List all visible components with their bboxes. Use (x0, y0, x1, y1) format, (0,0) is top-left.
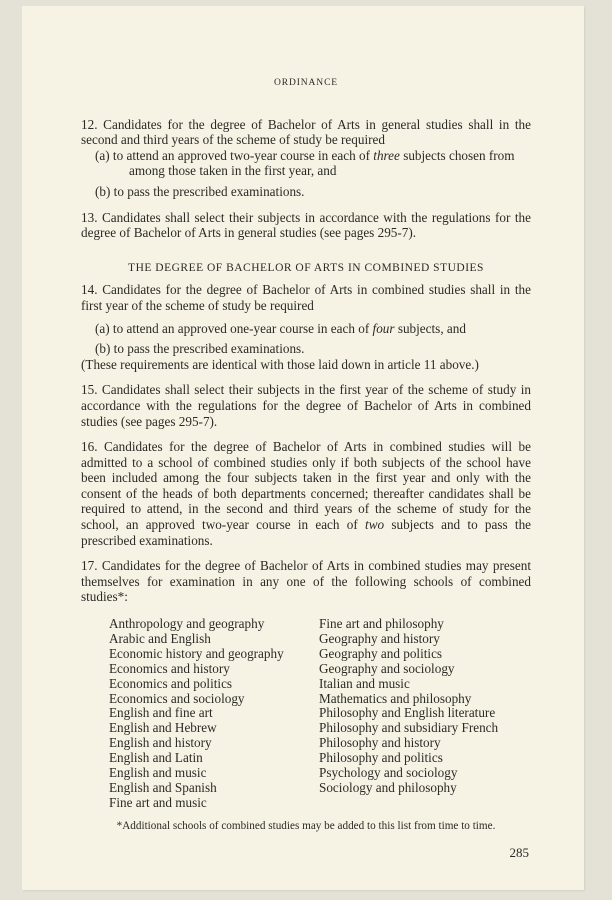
school-item: Anthropology and geography (109, 616, 265, 632)
school-item: English and fine art (109, 705, 213, 721)
footnote: *Additional schools of combined studies may be added to this list from time to time. (116, 819, 496, 832)
school-item: Geography and history (319, 630, 440, 646)
school-item: Philosophy and history (319, 735, 441, 751)
school-item: Arabic and English (109, 630, 211, 646)
paragraph-16-emphasis: two (365, 517, 385, 533)
section-heading: THE DEGREE OF BACHELOR OF ARTS IN COMBINED STUDIES (128, 261, 484, 274)
schools-left-column (81, 617, 319, 811)
school-item: English and Latin (109, 750, 203, 766)
schools-list (81, 617, 531, 811)
paragraph-16 (81, 439, 531, 548)
school-item: Fine art and philosophy (319, 616, 444, 632)
document-page (22, 6, 584, 890)
school-item: Psychology and sociology (319, 765, 458, 781)
school-item: Fine art and music (109, 794, 207, 810)
school-item: English and music (109, 765, 207, 781)
paragraph-16-post: subjects and to pass the prescribed examinations. (81, 517, 532, 548)
paragraph-17: 17. Candidates for the degree of Bachelor of Arts in combined studies may present themselves for examination in any one of the following schools of combined studies*: (81, 558, 531, 605)
school-item: Geography and politics (319, 645, 443, 661)
school-item: Philosophy and English literature (319, 705, 496, 721)
paragraph-14 (81, 282, 531, 372)
paragraph-14-text: 14. Candidates for the degree of Bachelor of Arts in combined studies shall in the first year of the scheme of study be required (81, 282, 531, 313)
school-item: English and history (109, 735, 212, 751)
text-column (81, 76, 531, 861)
school-item: Philosophy and politics (319, 750, 443, 766)
paragraph-12-item-b: (b) to pass the prescribed examinations. (95, 183, 305, 199)
school-item: English and Hebrew (109, 720, 217, 736)
school-item: Economics and politics (109, 675, 233, 691)
school-item: Sociology and philosophy (319, 780, 457, 795)
paragraph-14-item-a (81, 321, 531, 337)
school-item: English and Spanish (109, 780, 217, 795)
school-item: Economic history and geography (109, 645, 284, 661)
running-header: ORDINANCE (273, 78, 339, 88)
paragraph-14-note: (These requirements are identical with those laid down in article 11 above.) (81, 356, 479, 372)
paragraph-15: 15. Candidates shall select their subjects in the first year of the scheme of study in accordance with the regulations for the degree of Bachelor of Arts in combined studies (see pages 295-7). (81, 382, 531, 429)
school-item: Mathematics and philosophy (319, 690, 472, 706)
paragraph-12-item-a-emphasis: three (373, 147, 400, 163)
school-item: Philosophy and subsidiary French (319, 720, 499, 736)
paragraph-12-item-a-pre: (a) to attend an approved two-year course in each of (95, 147, 374, 163)
paragraph-14-item-a-post: subjects, and (394, 320, 466, 336)
page-number: 285 (509, 845, 529, 861)
school-item: Economics and history (109, 660, 230, 676)
paragraph-12-text: 12. Candidates for the degree of Bachelor of Arts in general studies shall in the second and third years of the scheme of study be required (81, 116, 531, 148)
paragraph-14-item-b: (b) to pass the prescribed examinations. (95, 341, 305, 357)
paragraph-13: 13. Candidates shall select their subjects in accordance with the regulations for the degree of Bachelor of Arts in general studies (see pages 295-7). (81, 209, 531, 241)
school-item: Italian and music (319, 675, 410, 691)
schools-right-column (319, 617, 529, 811)
school-item: Economics and sociology (109, 690, 245, 706)
paragraph-16-pre: 16. Candidates for the degree of Bachelor of Arts in combined studies will be admitted to a school of combined studies only if both subjects of the school have been included among the four subjects taken in the first year and only with the consent of the heads of both departments concerned; thereafter candidates shall be required to attend, in the second and third years of the scheme of study for the school, an approved two-year course in each of (81, 439, 531, 533)
paragraph-14-item-a-pre: (a) to attend an approved one-year course in each of (95, 320, 373, 336)
paragraph-14-item-a-emphasis: four (372, 320, 395, 336)
paragraph-12-item-a (81, 148, 531, 179)
paragraph-12 (81, 117, 531, 200)
paragraph-12-item-a-post: subjects chosen from among those taken in the first year, and (129, 147, 515, 179)
school-item: Geography and sociology (319, 660, 455, 676)
